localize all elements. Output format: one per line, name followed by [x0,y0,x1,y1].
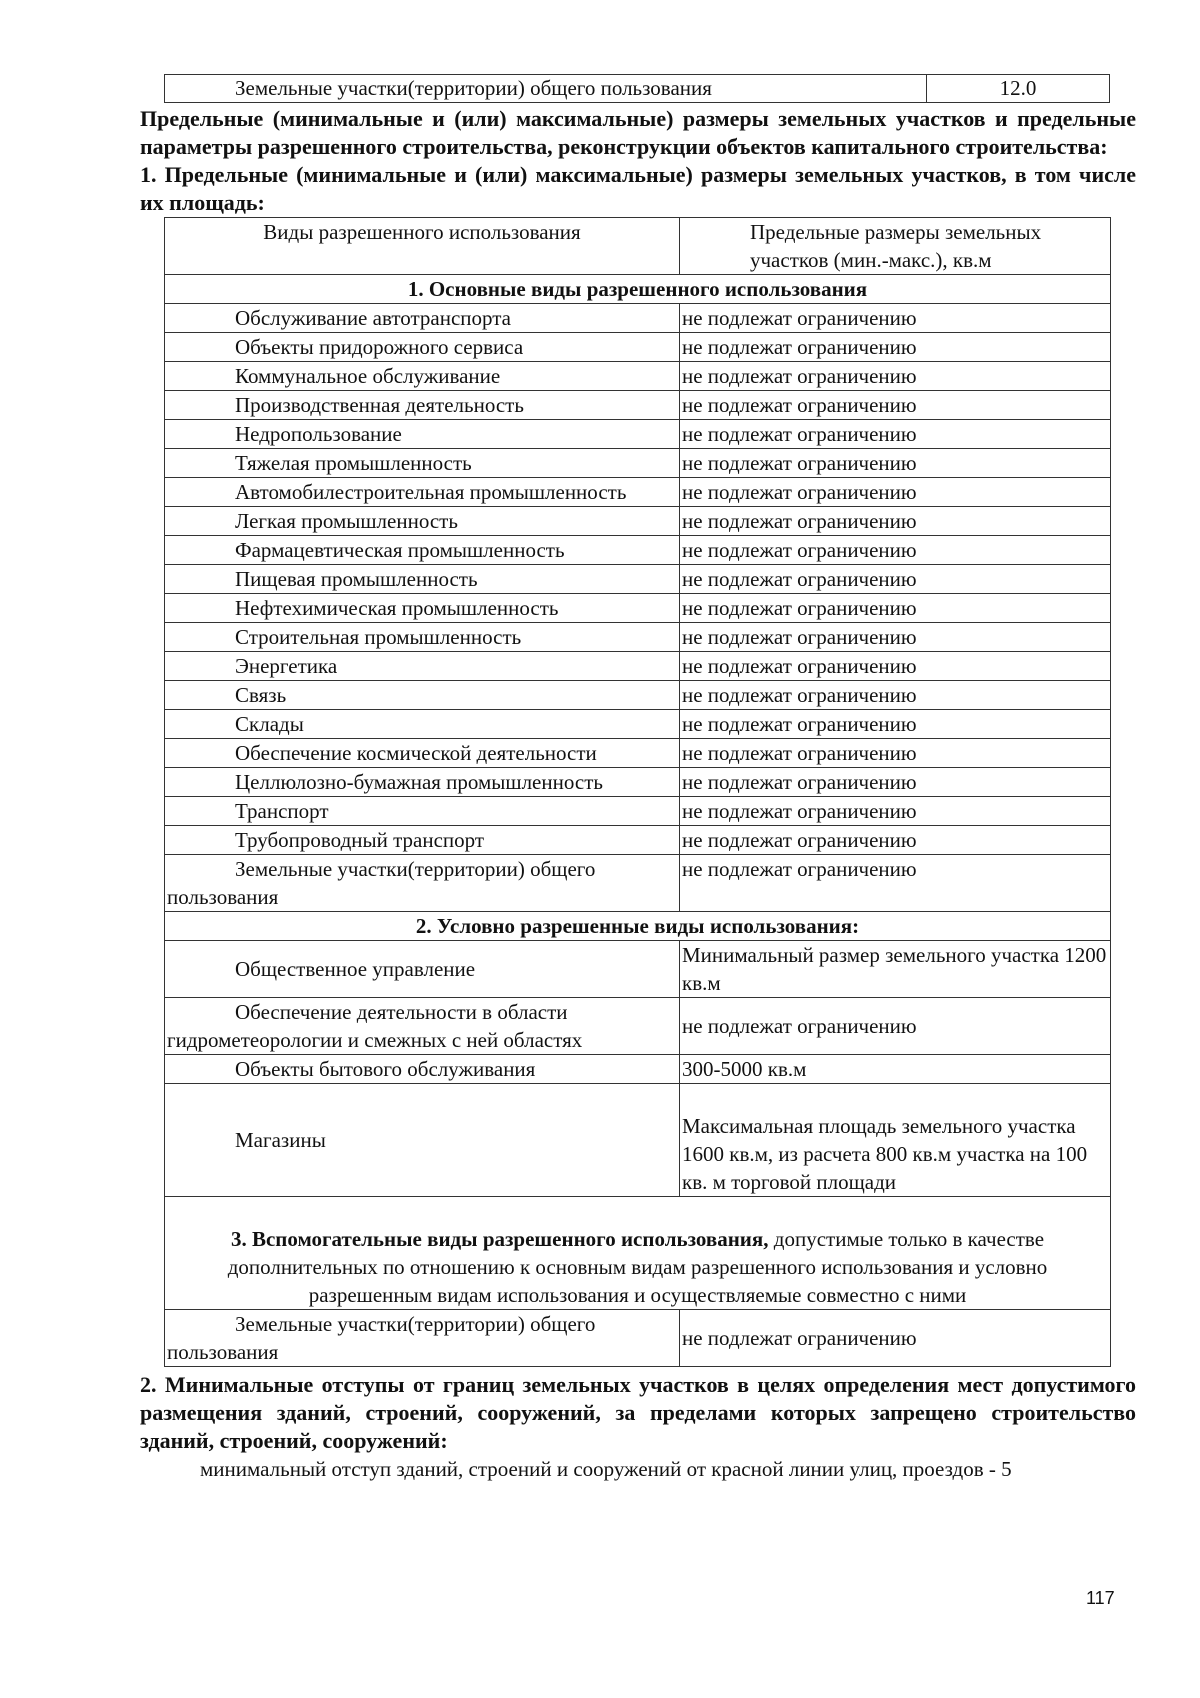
row-name: Земельные участки(территории) общего пользования [165,1310,680,1367]
row-value: не подлежат ограничению [680,478,1111,507]
row-value: 300-5000 кв.м [680,1055,1111,1084]
table-row [165,391,1111,420]
row-value: Минимальный размер земельного участка 1200 кв.м [680,941,1111,998]
top-row-value: 12.0 [927,75,1110,103]
row-value: не подлежат ограничению [680,739,1111,768]
table-row [165,998,1111,1055]
row-name: Земельные участки(территории) общего пользования [165,855,680,912]
col1-header: Виды разрешенного использования [165,218,680,275]
table-row [165,594,1111,623]
row-name: Трубопроводный транспорт [165,826,680,855]
table-row [165,565,1111,594]
row-name: Легкая промышленность [165,507,680,536]
section1-rows [165,304,1111,912]
row-value: не подлежат ограничению [680,333,1111,362]
row-value: не подлежат ограничению [680,681,1111,710]
row-name: Пищевая промышленность [165,565,680,594]
table-row [165,710,1111,739]
row-value: не подлежат ограничению [680,507,1111,536]
section1-title: 1. Основные виды разрешенного использования [165,275,1111,304]
table-row [165,797,1111,826]
row-value: не подлежат ограничению [680,623,1111,652]
row-name: Объекты придорожного сервиса [165,333,680,362]
row-name: Обеспечение деятельности в области гидрометеорологии и смежных с ней областях [165,998,680,1055]
table-row [165,652,1111,681]
section2-title: 2. Условно разрешенные виды использования: [165,912,1111,941]
row-name: Магазины [165,1084,680,1197]
table-row [165,941,1111,998]
table-row [165,333,1111,362]
col2-header: Предельные размеры земельных участков (мин.-макс.), кв.м [680,218,1111,275]
row-value: Максимальная площадь земельного участка 1600 кв.м, из расчета 800 кв.м участка на 100 кв. м торговой площади [680,1084,1111,1197]
row-value: не подлежат ограничению [680,449,1111,478]
row-value: не подлежат ограничению [680,304,1111,333]
section3-title-bold: 3. Вспомогательные виды разрешенного использования, [230,1227,769,1251]
table-row [165,826,1111,855]
table-row [165,420,1111,449]
table-row [165,1310,1111,1367]
row-value: не подлежат ограничению [680,768,1111,797]
table-header-row [165,218,1111,275]
row-value: не подлежат ограничению [680,855,1111,912]
row-name: Склады [165,710,680,739]
table-row [165,304,1111,333]
row-value: не подлежат ограничению [680,826,1111,855]
table-row [165,681,1111,710]
row-value: не подлежат ограничению [680,594,1111,623]
heading-2: 2. Минимальные отступы от границ земельных участков в целях определения мест допустимого размещения зданий, строений, сооружений, за пределами которых запрещено строительство зданий, строений, сооружений: [140,1372,1136,1453]
table-row [165,1055,1111,1084]
row-name: Коммунальное обслуживание [165,362,680,391]
table-row [165,623,1111,652]
row-name: Связь [165,681,680,710]
row-name: Производственная деятельность [165,391,680,420]
row-value: не подлежат ограничению [680,536,1111,565]
row-name: Энергетика [165,652,680,681]
row-name: Объекты бытового обслуживания [165,1055,680,1084]
row-value: не подлежат ограничению [680,797,1111,826]
section-row [165,912,1111,941]
row-value: не подлежат ограничению [680,1310,1111,1367]
row-name: Транспорт [165,797,680,826]
row-value: не подлежат ограничению [680,391,1111,420]
table-row [165,449,1111,478]
section-row [165,1197,1111,1310]
row-value: не подлежат ограничению [680,652,1111,681]
table-row [165,362,1111,391]
row-name: Обслуживание автотранспорта [165,304,680,333]
table-row [165,855,1111,912]
limits-table [164,217,1111,1367]
heading-main: Предельные (минимальные и (или) максимальные) размеры земельных участков и предельные параметры разрешенного строительства, реконструкции объектов капитального строительства: [140,106,1136,159]
row-name: Нефтехимическая промышленность [165,594,680,623]
top-row-label: Земельные участки(территории) общего пользования [165,75,927,103]
row-value: не подлежат ограничению [680,362,1111,391]
table-row [165,768,1111,797]
row-name: Тяжелая промышленность [165,449,680,478]
top-table [164,74,1110,103]
section3-title-rest: допустимые только в качестве дополнительных по отношению к основным видам разрешенного использования и условно разрешенным видам использования и осуществляемые совместно с ними [227,1227,1048,1307]
row-value: не подлежат ограничению [680,710,1111,739]
row-name: Фармацевтическая промышленность [165,536,680,565]
row-name: Обеспечение космической деятельности [165,739,680,768]
row-name: Общественное управление [165,941,680,998]
row-value: не подлежат ограничению [680,420,1111,449]
document-page [140,74,1136,1483]
row-value: не подлежат ограничению [680,565,1111,594]
row-name: Автомобилестроительная промышленность [165,478,680,507]
section-row [165,275,1111,304]
table-row [165,536,1111,565]
table-row [165,507,1111,536]
table-row [165,739,1111,768]
section3-title [165,1197,1111,1310]
row-name: Строительная промышленность [165,623,680,652]
table-row [165,1084,1111,1197]
row-name: Недропользование [165,420,680,449]
page-number: 117 [1086,1588,1115,1608]
heading-1: 1. Предельные (минимальные и (или) максимальные) размеры земельных участков, в том числе их площадь: [140,162,1136,215]
table-row [165,75,1110,103]
final-paragraph: минимальный отступ зданий, строений и сооружений от красной линии улиц, проездов - 5 [200,1457,1012,1481]
row-name: Целлюлозно-бумажная промышленность [165,768,680,797]
table-row [165,478,1111,507]
row-value: не подлежат ограничению [680,998,1111,1055]
